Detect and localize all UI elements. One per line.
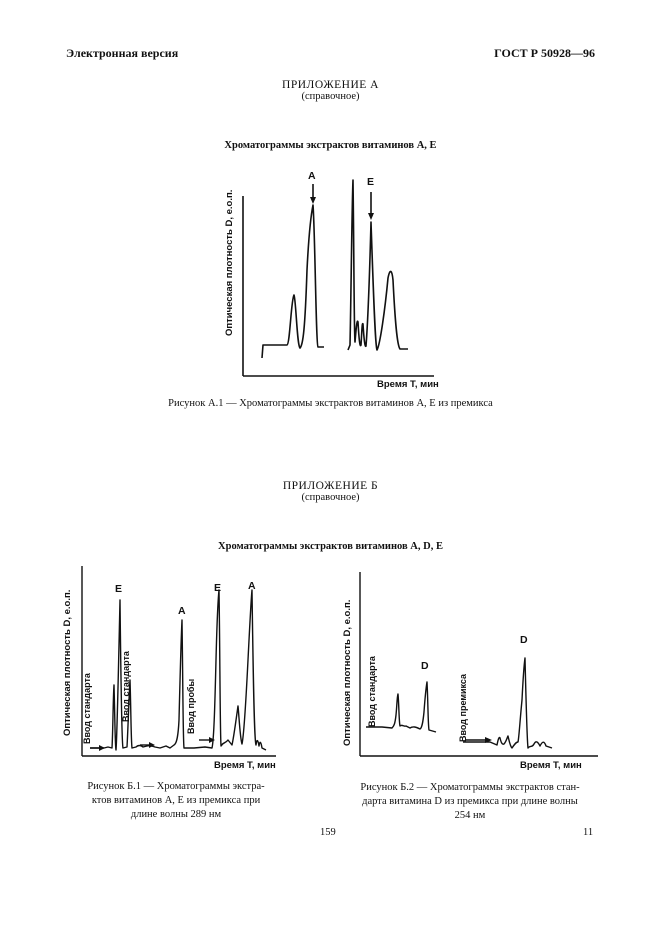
chart-b1-peak-e2-label: Е <box>214 582 222 594</box>
appendix-b-subtitle: (справочное) <box>301 492 360 503</box>
chart-b1-xlabel: Время Т, мин <box>214 760 276 771</box>
figure-b1-caption-line-3: длине волны 289 нм <box>130 809 222 820</box>
chart-a1-ylabel: Оптическая плотность D, е.о.п. <box>224 189 235 336</box>
chart-b1-peak-e1-label: Е <box>115 583 123 595</box>
header-left: Электронная версия <box>66 46 179 60</box>
chart-a1-peak-a-label: А <box>308 170 316 182</box>
appendix-a-subtitle: (справочное) <box>301 91 360 102</box>
chart-b1-inject-sample: Ввод пробы <box>186 678 196 734</box>
figure-b2-caption-line-2: дарта витамина D из премикса при длине волны <box>362 796 578 807</box>
figure-b1-caption-line-2: ктов витаминов А, Е из премикса при <box>91 795 261 806</box>
chart-b2-xlabel: Время Т, мин <box>520 760 582 771</box>
chart-a1-peak-e-label: Е <box>367 176 375 188</box>
page-number-center: 159 <box>320 827 336 838</box>
chart-b2-ylabel: Оптическая плотность D, е.о.п. <box>342 599 353 746</box>
chart-b1-inject-std-2: Ввод стандарта <box>121 651 131 722</box>
appendix-b-title: ПРИЛОЖЕНИЕ Б <box>282 480 379 492</box>
chart-b1-peak-a2-label: А <box>248 580 256 592</box>
chart-a1-xlabel: Время Т, мин <box>377 379 439 390</box>
chart-b2-peak-d1-label: D <box>421 660 429 672</box>
chart-b1-inject-std-1: Ввод стандарта <box>82 673 92 744</box>
chart-b2-inject-std: Ввод стандарта <box>367 656 377 727</box>
figure-b2-caption <box>340 781 600 823</box>
appendix-b-chart-title: Хроматограммы экстрактов витаминов А, D, Е <box>218 541 443 552</box>
figure-a1-caption: Рисунок А.1 — Хроматограммы экстрактов витаминов А, Е из премикса <box>168 398 493 409</box>
figure-b1-caption-line-1: Рисунок Б.1 — Хроматограммы экстра- <box>87 781 265 792</box>
appendix-a-title: ПРИЛОЖЕНИЕ А <box>282 79 379 91</box>
page-number-right: 11 <box>583 827 594 838</box>
figure-b2-caption-line-3: 254 нм <box>454 810 486 821</box>
chart-b1-ylabel: Оптическая плотность D, е.о.п. <box>62 589 73 736</box>
appendix-a-chart-title: Хроматограммы экстрактов витаминов А, Е <box>224 140 437 151</box>
chart-b2-peak-d2-label: D <box>520 634 528 646</box>
chart-b2-inject-premix: Ввод премикса <box>458 673 468 742</box>
figure-b2-caption-line-1: Рисунок Б.2 — Хроматограммы экстрактов стан- <box>360 782 580 793</box>
chart-b1-peak-a1-label: А <box>178 605 186 617</box>
header-right: ГОСТ Р 50928—96 <box>494 46 595 60</box>
chart-b2-trace-premix <box>463 658 552 748</box>
